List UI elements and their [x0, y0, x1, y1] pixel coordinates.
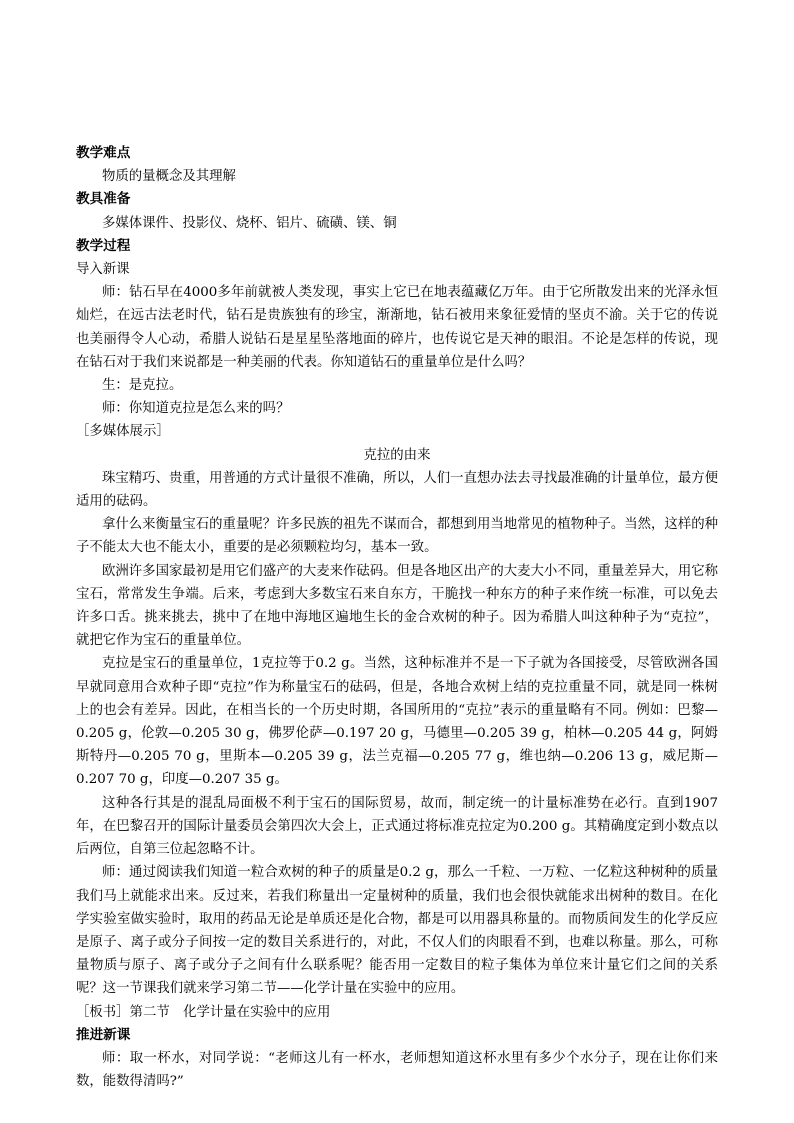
new-lesson-heading: 推进新课 [76, 1026, 131, 1043]
tools-text: 多媒体课件、投影仪、烧杯、铝片、硫磺、镁、铜 [102, 215, 397, 231]
teacher-paragraph-4: 师：取一杯水，对同学说：“老师这儿有一杯水，老师想知道这杯水里有多少个水分子，现在让你们来数，能数得清吗?” [76, 1050, 718, 1090]
article-title: 克拉的由来 [363, 447, 431, 463]
teacher-paragraph-2: 师：你知道克拉是怎么来的吗？ [102, 401, 290, 417]
teacher-paragraph-3: 师：通过阅读我们知道一粒合欢树的种子的质量是0.2 g，那么一千粒、一万粒、一亿粒这种树种的质量我们马上就能求出来。反过来，若我们称量出一定量树种的质量，我们也会很快就能求出树种的数目。在化学实验室做实验时，取用的药品无论是单质还是化合物，都是可以用器具称量的。而物质间发生的化学反应是原子、离子或分子间按一定的数目关系进行的，对此，不仅人们的肉眼看不到，也难以称量。那么，可称量物质与原子、离子或分子之间有什么联系呢？能否用一定数目的粒子集体为单位来计量它们之间的关系呢？这一节课我们就来学习第二节——化学计量在实验中的应用。 [76, 865, 718, 997]
student-reply-1: 生：是克拉。 [102, 378, 183, 394]
article-paragraph-5: 这种各行其是的混乱局面极不利于宝石的国际贸易，故而，制定统一的计量标准势在必行。直到1907年，在巴黎召开的国际计量委员会第四次大会上，正式通过将标准克拉定为0.200 g。其精确度定到小数点以后两位，自第三位起忽略不计。 [76, 795, 718, 858]
document-page [76, 142, 718, 1093]
article-paragraph-1: 珠宝精巧、贵重，用普通的方式计量很不准确，所以，人们一直想办法去寻找最准确的计量单位，最方便适用的砝码。 [76, 470, 718, 510]
intro-label: 导入新课 [76, 262, 130, 278]
teacher-paragraph-1: 师：钻石早在4000多年前就被人类发现，事实上它已在地表蕴藏亿万年。由于它所散发出来的光泽永恒灿烂，在远古法老时代，钻石是贵族独有的珍宝，渐渐地，钻石被用来象征爱情的坚贞不渝。关于它的传说也美丽得令人心动，希腊人说钻石是星星坠落地面的碎片，也传说它是天神的眼泪。不论是怎样的传说，现在钻石对于我们来说都是一种美丽的代表。你知道钻石的重量单位是什么吗？ [76, 285, 718, 370]
difficulty-text: 物质的量概念及其理解 [102, 169, 236, 185]
article-paragraph-2: 拿什么来衡量宝石的重量呢？许多民族的祖先不谋而合，都想到用当地常见的植物种子。当然，这样的种子不能太大也不能太小，重要的是必须颗粒均匀，基本一致。 [76, 517, 718, 556]
article-paragraph-3: 欧洲许多国家最初是用它们盛产的大麦来作砝码。但是各地区出产的大麦大小不同，重量差异大，用它称宝石，常常发生争端。后来，考虑到大多数宝石来自东方，干脆找一种东方的种子来作统一标准，可以免去许多口舌。挑来挑去，挑中了在地中海地区遍地生长的金合欢树的种子。因为希腊人叫这种种子为“克拉”，就把它作为宝石的重量单位。 [76, 563, 718, 649]
article-paragraph-4: 克拉是宝石的重量单位，1克拉等于0.2 g。当然，这种标准并不是一下子就为各国接受，尽管欧洲各国早就同意用合欢种子即“克拉”作为称量宝石的砝码，但是，各地合欢树上结的克拉重量不同，就是同一株树上的也会有差异。因此，在相当长的一个历史时期，各国所用的“克拉”表示的重量略有不同。例如：巴黎—0.205 g，伦敦—0.205 30 g，佛罗伦萨—0.197 20 g，马德里—0.205 39 g，柏林—0.205 44 g，阿姆斯特丹—0.205 70 g，里斯本—0.205 39 g，法兰克福—0.205 77 g，维也纳—0.206 13 g，威尼斯—0.207 70 g，印度—0.207 35 g。 [76, 656, 718, 788]
difficulty-heading: 教学难点 [76, 145, 131, 161]
tools-heading: 教具准备 [76, 191, 131, 208]
media-label: ［多媒体展示］ [76, 424, 170, 440]
board-note: ［板书］第二节 化学计量在实验中的应用 [76, 1004, 331, 1020]
process-heading: 教学过程 [76, 237, 131, 254]
